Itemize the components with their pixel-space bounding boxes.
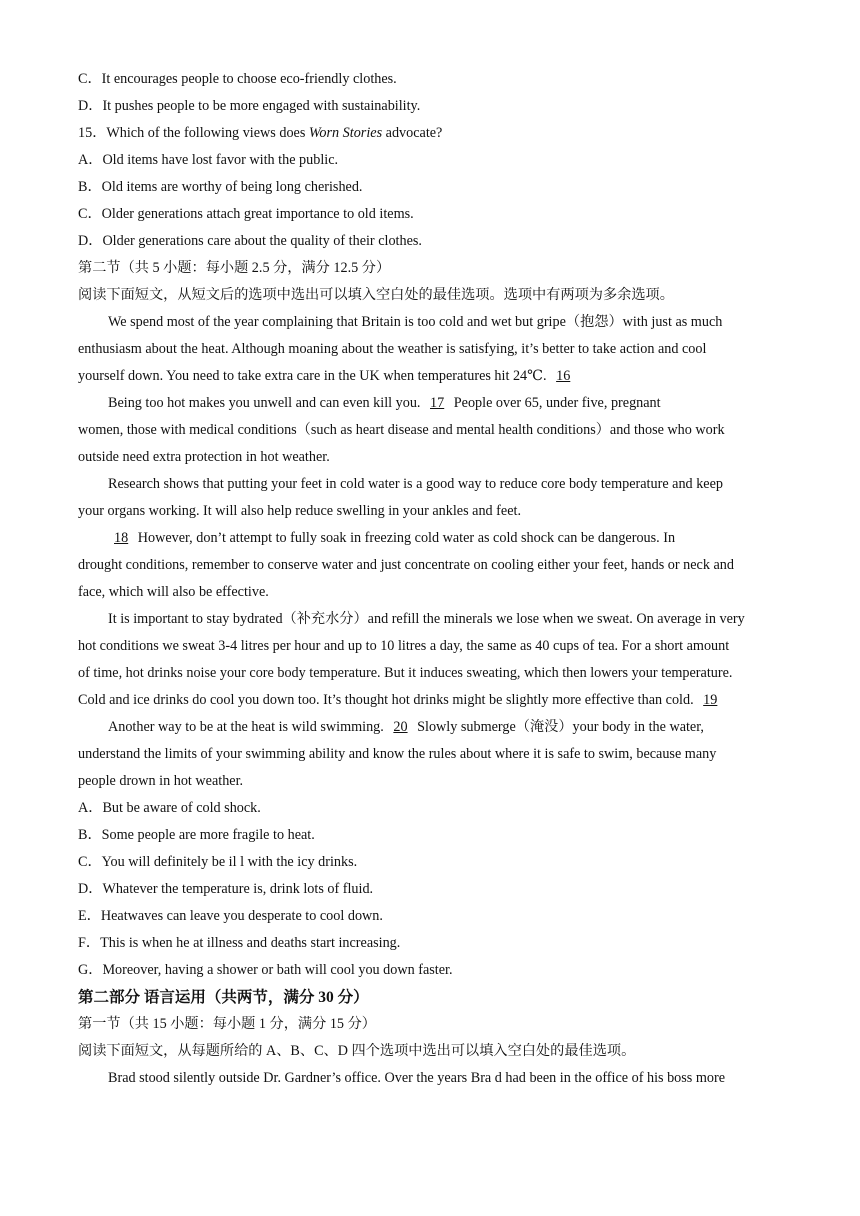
choice-d: D．Whatever the temperature is, drink lots of fluid. <box>78 881 374 897</box>
passage-line: drought conditions, remember to conserve water and just concentrate on cooling either your feet, hands or neck and <box>78 557 734 573</box>
passage-line: Being too hot makes you unwell and can even kill you. 17 People over 65, under five, pregnant <box>78 390 790 417</box>
q14-option-d: D．It pushes people to be more engaged with sustainability. <box>78 98 421 114</box>
passage-line: women, those with medical conditions（such as heart disease and mental health conditions）and those who work <box>78 422 725 438</box>
passage-line: Cold and ice drinks do cool you down too. It’s thought hot drinks might be slightly more effective than cold. 19 <box>78 687 790 714</box>
q15-option-b: B．Old items are worthy of being long cherished. <box>78 179 363 195</box>
part2-title: 第二部分 语言运用（共两节，满分 30 分） <box>78 989 369 1006</box>
blank-18: 18 <box>114 530 129 546</box>
choice-f: F．This is when he at illness and deaths start increasing. <box>78 935 401 951</box>
exam-page <box>78 66 790 1092</box>
section2-instruction: 阅读下面短文，从短文后的选项中选出可以填入空白处的最佳选项。选项中有两项为多余选项。 <box>78 287 674 303</box>
passage-line: 18 However, don’t attempt to fully soak in freezing cold water as cold shock can be dangerous. In <box>78 525 790 552</box>
q14-option-c: C．It encourages people to choose eco-friendly clothes. <box>78 71 397 87</box>
choice-c: C．You will definitely be il l with the icy drinks. <box>78 854 358 870</box>
part2-instruction: 阅读下面短文，从每题所给的 A、B、C、D 四个选项中选出可以填入空白处的最佳选项。 <box>78 1043 636 1059</box>
passage-line: enthusiasm about the heat. Although moaning about the weather is satisfying, it’s better to take action and cool <box>78 341 707 357</box>
section2-header: 第二节（共 5 小题：每小题 2.5 分，满分 12.5 分） <box>78 260 391 276</box>
passage-line: It is important to stay bydrated（补充水分）and refill the minerals we lose when we sweat. On average in very <box>108 611 745 627</box>
part2-passage-first-line: Brad stood silently outside Dr. Gardner’s office. Over the years Bra d had been in the office of his boss more <box>108 1070 726 1086</box>
passage-line: people drown in hot weather. <box>78 773 244 789</box>
choice-a: A．But be aware of cold shock. <box>78 800 261 816</box>
passage-line: Research shows that putting your feet in cold water is a good way to reduce core body temperature and keep <box>108 476 723 492</box>
blank-16: 16 <box>556 368 571 384</box>
blank-17: 17 <box>430 395 445 411</box>
passage-line: of time, hot drinks noise your core body temperature. But it induces sweating, which then lowers your temperature. <box>78 665 733 681</box>
q15-option-d: D．Older generations care about the quality of their clothes. <box>78 233 422 249</box>
q15-stem: 15．Which of the following views does Worn Stories advocate? <box>78 125 443 141</box>
passage-line: Another way to be at the heat is wild swimming. 20 Slowly submerge（淹没）your body in the water, <box>78 714 790 741</box>
passage-line: face, which will also be effective. <box>78 584 269 600</box>
passage-line: understand the limits of your swimming ability and know the rules about where it is safe to swim, because many <box>78 746 717 762</box>
passage-line: your organs working. It will also help reduce swelling in your ankles and feet. <box>78 503 521 519</box>
choice-g: G．Moreover, having a shower or bath will cool you down faster. <box>78 962 453 978</box>
q15-option-c: C．Older generations attach great importance to old items. <box>78 206 414 222</box>
choice-e: E．Heatwaves can leave you desperate to cool down. <box>78 908 383 924</box>
blank-20: 20 <box>393 719 408 735</box>
choice-b: B．Some people are more fragile to heat. <box>78 827 315 843</box>
q15-option-a: A．Old items have lost favor with the public. <box>78 152 339 168</box>
passage-line: hot conditions we sweat 3-4 litres per hour and up to 10 litres a day, the same as 40 cups of tea. For a short amount <box>78 638 730 654</box>
passage-line: yourself down. You need to take extra care in the UK when temperatures hit 24℃. 16 <box>78 363 790 390</box>
passage-line: We spend most of the year complaining that Britain is too cold and wet but gripe（抱怨）with just as much <box>108 314 723 330</box>
part2-section1-header: 第一节（共 15 小题：每小题 1 分，满分 15 分） <box>78 1016 376 1032</box>
passage-line: outside need extra protection in hot weather. <box>78 449 330 465</box>
blank-19: 19 <box>703 692 718 708</box>
